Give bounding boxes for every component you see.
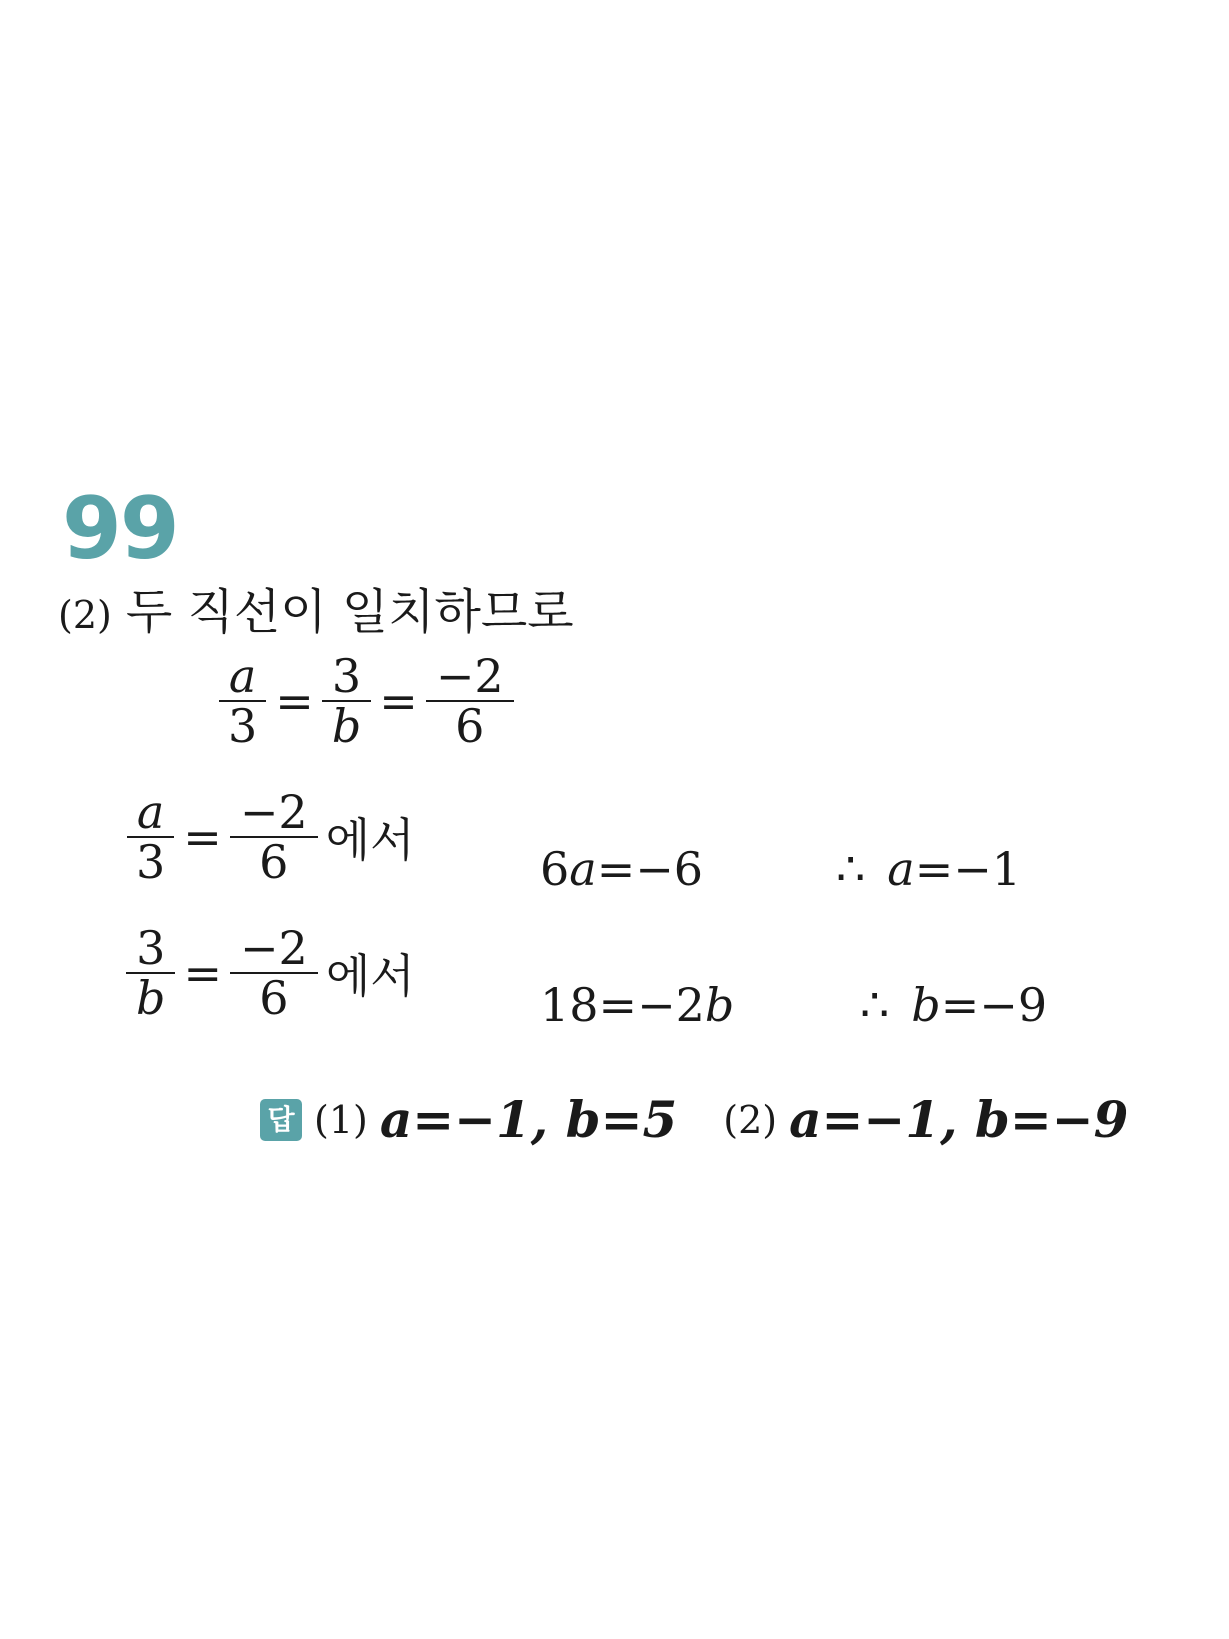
fraction-denominator: 6 — [259, 835, 289, 890]
step1-equation — [122, 785, 415, 890]
equals-sign: = — [183, 946, 222, 1001]
result-variable: a — [569, 842, 597, 896]
fraction-denominator: b — [136, 971, 166, 1026]
therefore-symbol: ∴ — [860, 978, 890, 1032]
equals-sign: = — [275, 674, 314, 729]
answer-part1-label: (1) — [314, 1097, 368, 1142]
fraction-minus2-over-6 — [230, 921, 318, 1026]
step1-conclusion — [836, 842, 1022, 896]
therefore-symbol: ∴ — [836, 842, 866, 896]
equals-sign: = — [379, 674, 418, 729]
fraction-denominator: 3 — [136, 835, 166, 890]
intro-line — [58, 584, 574, 640]
fraction-minus2-over-6 — [426, 649, 514, 754]
fraction-numerator: 3 — [126, 924, 175, 974]
fraction-a-over-3 — [126, 785, 175, 890]
fraction-numerator: a — [127, 788, 174, 838]
from-text: 에서 — [325, 813, 415, 868]
result-lhs: 18=−2 — [540, 978, 705, 1032]
step1-result — [540, 842, 704, 896]
equation-main — [214, 649, 518, 754]
fraction-3-over-b — [322, 649, 371, 754]
answer-part1-value: a=−1, b=5 — [379, 1090, 678, 1149]
equals-sign: = — [183, 810, 222, 865]
result-rhs: =−6 — [596, 842, 704, 896]
intro-text: 두 직선이 일치하므로 — [125, 584, 574, 640]
from-text: 에서 — [325, 949, 415, 1004]
fraction-numerator: 3 — [322, 652, 371, 702]
problem-number: 99 — [62, 479, 178, 579]
step2-result — [540, 978, 735, 1032]
step2-conclusion — [860, 978, 1048, 1032]
fraction-denominator: 3 — [228, 699, 258, 754]
conclusion-rhs: =−9 — [940, 978, 1048, 1032]
result-coefficient: 6 — [540, 842, 570, 896]
fraction-numerator: −2 — [426, 652, 514, 702]
step2-equation — [122, 921, 415, 1026]
fraction-numerator: −2 — [230, 924, 318, 974]
conclusion-rhs: =−1 — [914, 842, 1022, 896]
fraction-3-over-b — [126, 921, 175, 1026]
answer-badge: 답 — [260, 1099, 302, 1141]
part-label: (2) — [58, 593, 112, 637]
fraction-denominator: b — [331, 699, 362, 754]
fraction-numerator: −2 — [230, 788, 318, 838]
answer-row — [260, 1090, 1128, 1149]
fraction-denominator: 6 — [455, 699, 485, 754]
fraction-a-over-3 — [218, 649, 267, 754]
result-variable: b — [704, 978, 735, 1032]
answer-part2-label: (2) — [723, 1097, 778, 1142]
fraction-numerator: a — [219, 652, 266, 702]
fraction-denominator: 6 — [259, 971, 289, 1026]
conclusion-variable: b — [911, 978, 941, 1032]
fraction-minus2-over-6 — [230, 785, 318, 890]
answer-part2-value: a=−1, b=−9 — [789, 1090, 1129, 1149]
conclusion-variable: a — [887, 842, 915, 896]
